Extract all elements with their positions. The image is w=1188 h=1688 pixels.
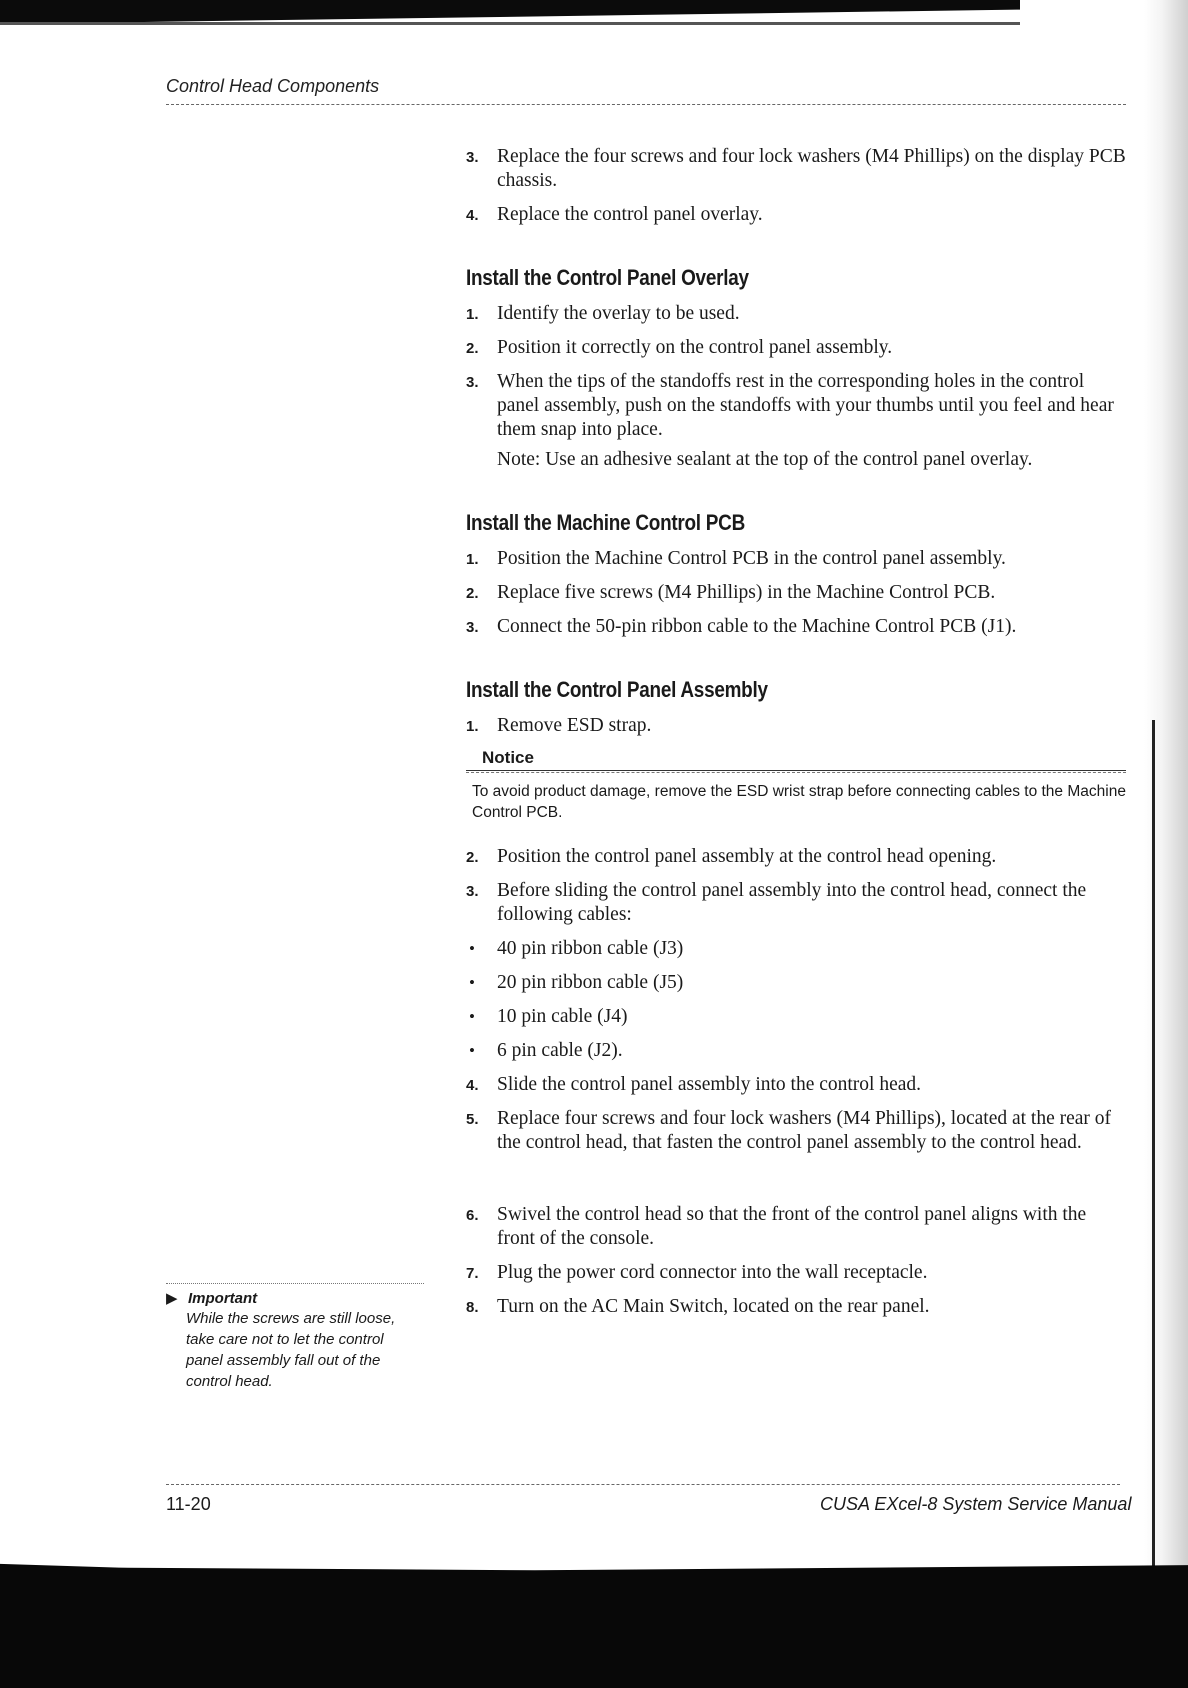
list-item — [466, 1261, 1126, 1285]
step-text: Swivel the control head so that the front of the control panel aligns with the front of the console. — [497, 1204, 1087, 1249]
step-text: Replace the control panel overlay. — [497, 204, 763, 225]
step-text: Replace four screws and four lock washers (M4 Phillips), located at the rear of the control head, that fasten the control panel assembly to the control head. — [497, 1108, 1112, 1153]
footer-rule — [166, 1484, 1120, 1485]
list-item — [466, 203, 1126, 227]
section-heading-assembly: Install the Control Panel Assembly — [466, 677, 768, 702]
important-sidebar — [166, 1283, 426, 1392]
step-text: Position the control panel assembly at the control head opening. — [497, 846, 997, 867]
step-text: Turn on the AC Main Switch, located on the rear panel. — [497, 1296, 930, 1317]
bullet-text: 6 pin cable (J2). — [497, 1040, 623, 1061]
step-text: Replace the four screws and four lock washers (M4 Phillips) on the display PCB chassis. — [497, 146, 1126, 191]
step-text: Replace five screws (M4 Phillips) in the Machine Control PCB. — [497, 582, 996, 603]
notice-body: To avoid product damage, remove the ESD wrist strap before connecting cables to the Machine Control PCB. — [466, 772, 1126, 823]
step-number: 3. — [466, 619, 479, 636]
step-number: 2. — [466, 849, 479, 866]
scan-border-top-line — [0, 22, 1020, 25]
step-text: Position it correctly on the control panel assembly. — [497, 337, 893, 358]
list-item — [466, 845, 1126, 869]
list-item — [466, 581, 1126, 605]
list-item — [466, 1295, 1126, 1319]
list-item — [466, 1203, 1126, 1251]
page-number: 11-20 — [166, 1494, 211, 1514]
step-text: Connect the 50-pin ribbon cable to the Machine Control PCB (J1). — [497, 616, 1017, 637]
step-number: 1. — [466, 306, 479, 323]
arrow-right-icon: ▶ — [166, 1290, 178, 1307]
important-body: While the screws are still loose, take care not to let the control panel assembly fall out of the control head. — [186, 1310, 396, 1390]
main-column — [466, 145, 1126, 1329]
step-number: 3. — [466, 374, 479, 391]
step-number: 4. — [466, 207, 479, 224]
bullet-item — [466, 937, 1126, 961]
notice-box — [466, 748, 1126, 823]
bullet-icon: • — [469, 1007, 475, 1026]
list-item — [466, 547, 1126, 571]
overlay-note: Note: Use an adhesive sealant at the top of the control panel overlay. — [497, 449, 1033, 470]
step-text: Position the Machine Control PCB in the control panel assembly. — [497, 548, 1006, 569]
step-text: Slide the control panel assembly into the control head. — [497, 1074, 922, 1095]
step-number: 5. — [466, 1111, 479, 1128]
scan-edge-right — [1152, 720, 1155, 1570]
bullet-text: 40 pin ribbon cable (J3) — [497, 938, 684, 959]
list-item — [466, 1107, 1126, 1155]
bullet-item — [466, 1039, 1126, 1063]
list-item — [466, 714, 1126, 738]
step-number: 1. — [466, 718, 479, 735]
section-heading-pcb: Install the Machine Control PCB — [466, 510, 745, 535]
list-item — [466, 145, 1126, 193]
bullet-item — [466, 971, 1126, 995]
section-heading-overlay: Install the Control Panel Overlay — [466, 265, 749, 290]
step-text: Remove ESD strap. — [497, 715, 652, 736]
list-item — [466, 1073, 1126, 1097]
bullet-icon: • — [469, 1041, 475, 1060]
important-title: Important — [188, 1290, 258, 1307]
step-number: 6. — [466, 1207, 479, 1224]
step-number: 1. — [466, 551, 479, 568]
step-number: 3. — [466, 883, 479, 900]
list-item — [466, 336, 1126, 360]
step-number: 3. — [466, 149, 479, 166]
bullet-icon: • — [469, 939, 475, 958]
step-number: 2. — [466, 340, 479, 357]
step-text: Identify the overlay to be used. — [497, 303, 740, 324]
bullet-text: 20 pin ribbon cable (J5) — [497, 972, 684, 993]
running-header: Control Head Components — [166, 76, 380, 96]
header-rule — [166, 104, 1126, 105]
notice-title: Notice — [466, 748, 1126, 771]
bullet-text: 10 pin cable (J4) — [497, 1006, 628, 1027]
list-item — [466, 302, 1126, 326]
bullet-item — [466, 1005, 1126, 1029]
manual-title: CUSA EXcel-8 System Service Manual — [820, 1494, 1132, 1514]
important-heading — [166, 1289, 426, 1308]
step-number: 2. — [466, 585, 479, 602]
scan-border-bottom — [0, 1560, 1188, 1688]
scan-shadow-right — [1144, 0, 1188, 1688]
step-number: 8. — [466, 1299, 479, 1316]
bullet-icon: • — [469, 973, 475, 992]
step-number: 4. — [466, 1077, 479, 1094]
list-item — [466, 370, 1126, 442]
list-item — [466, 879, 1126, 927]
step-number: 7. — [466, 1265, 479, 1282]
scan-border-top — [0, 0, 1020, 24]
spacer — [466, 1165, 1126, 1203]
step-text: When the tips of the standoffs rest in the corresponding holes in the control panel assembly, push on the standoffs with your thumbs until you feel and hear them snap into place. — [497, 371, 1114, 440]
step-text: Before sliding the control panel assembly into the control head, connect the following cables: — [497, 880, 1087, 925]
step-text: Plug the power cord connector into the wall receptacle. — [497, 1262, 928, 1283]
sidebar-rule — [166, 1283, 424, 1284]
list-item — [466, 615, 1126, 639]
